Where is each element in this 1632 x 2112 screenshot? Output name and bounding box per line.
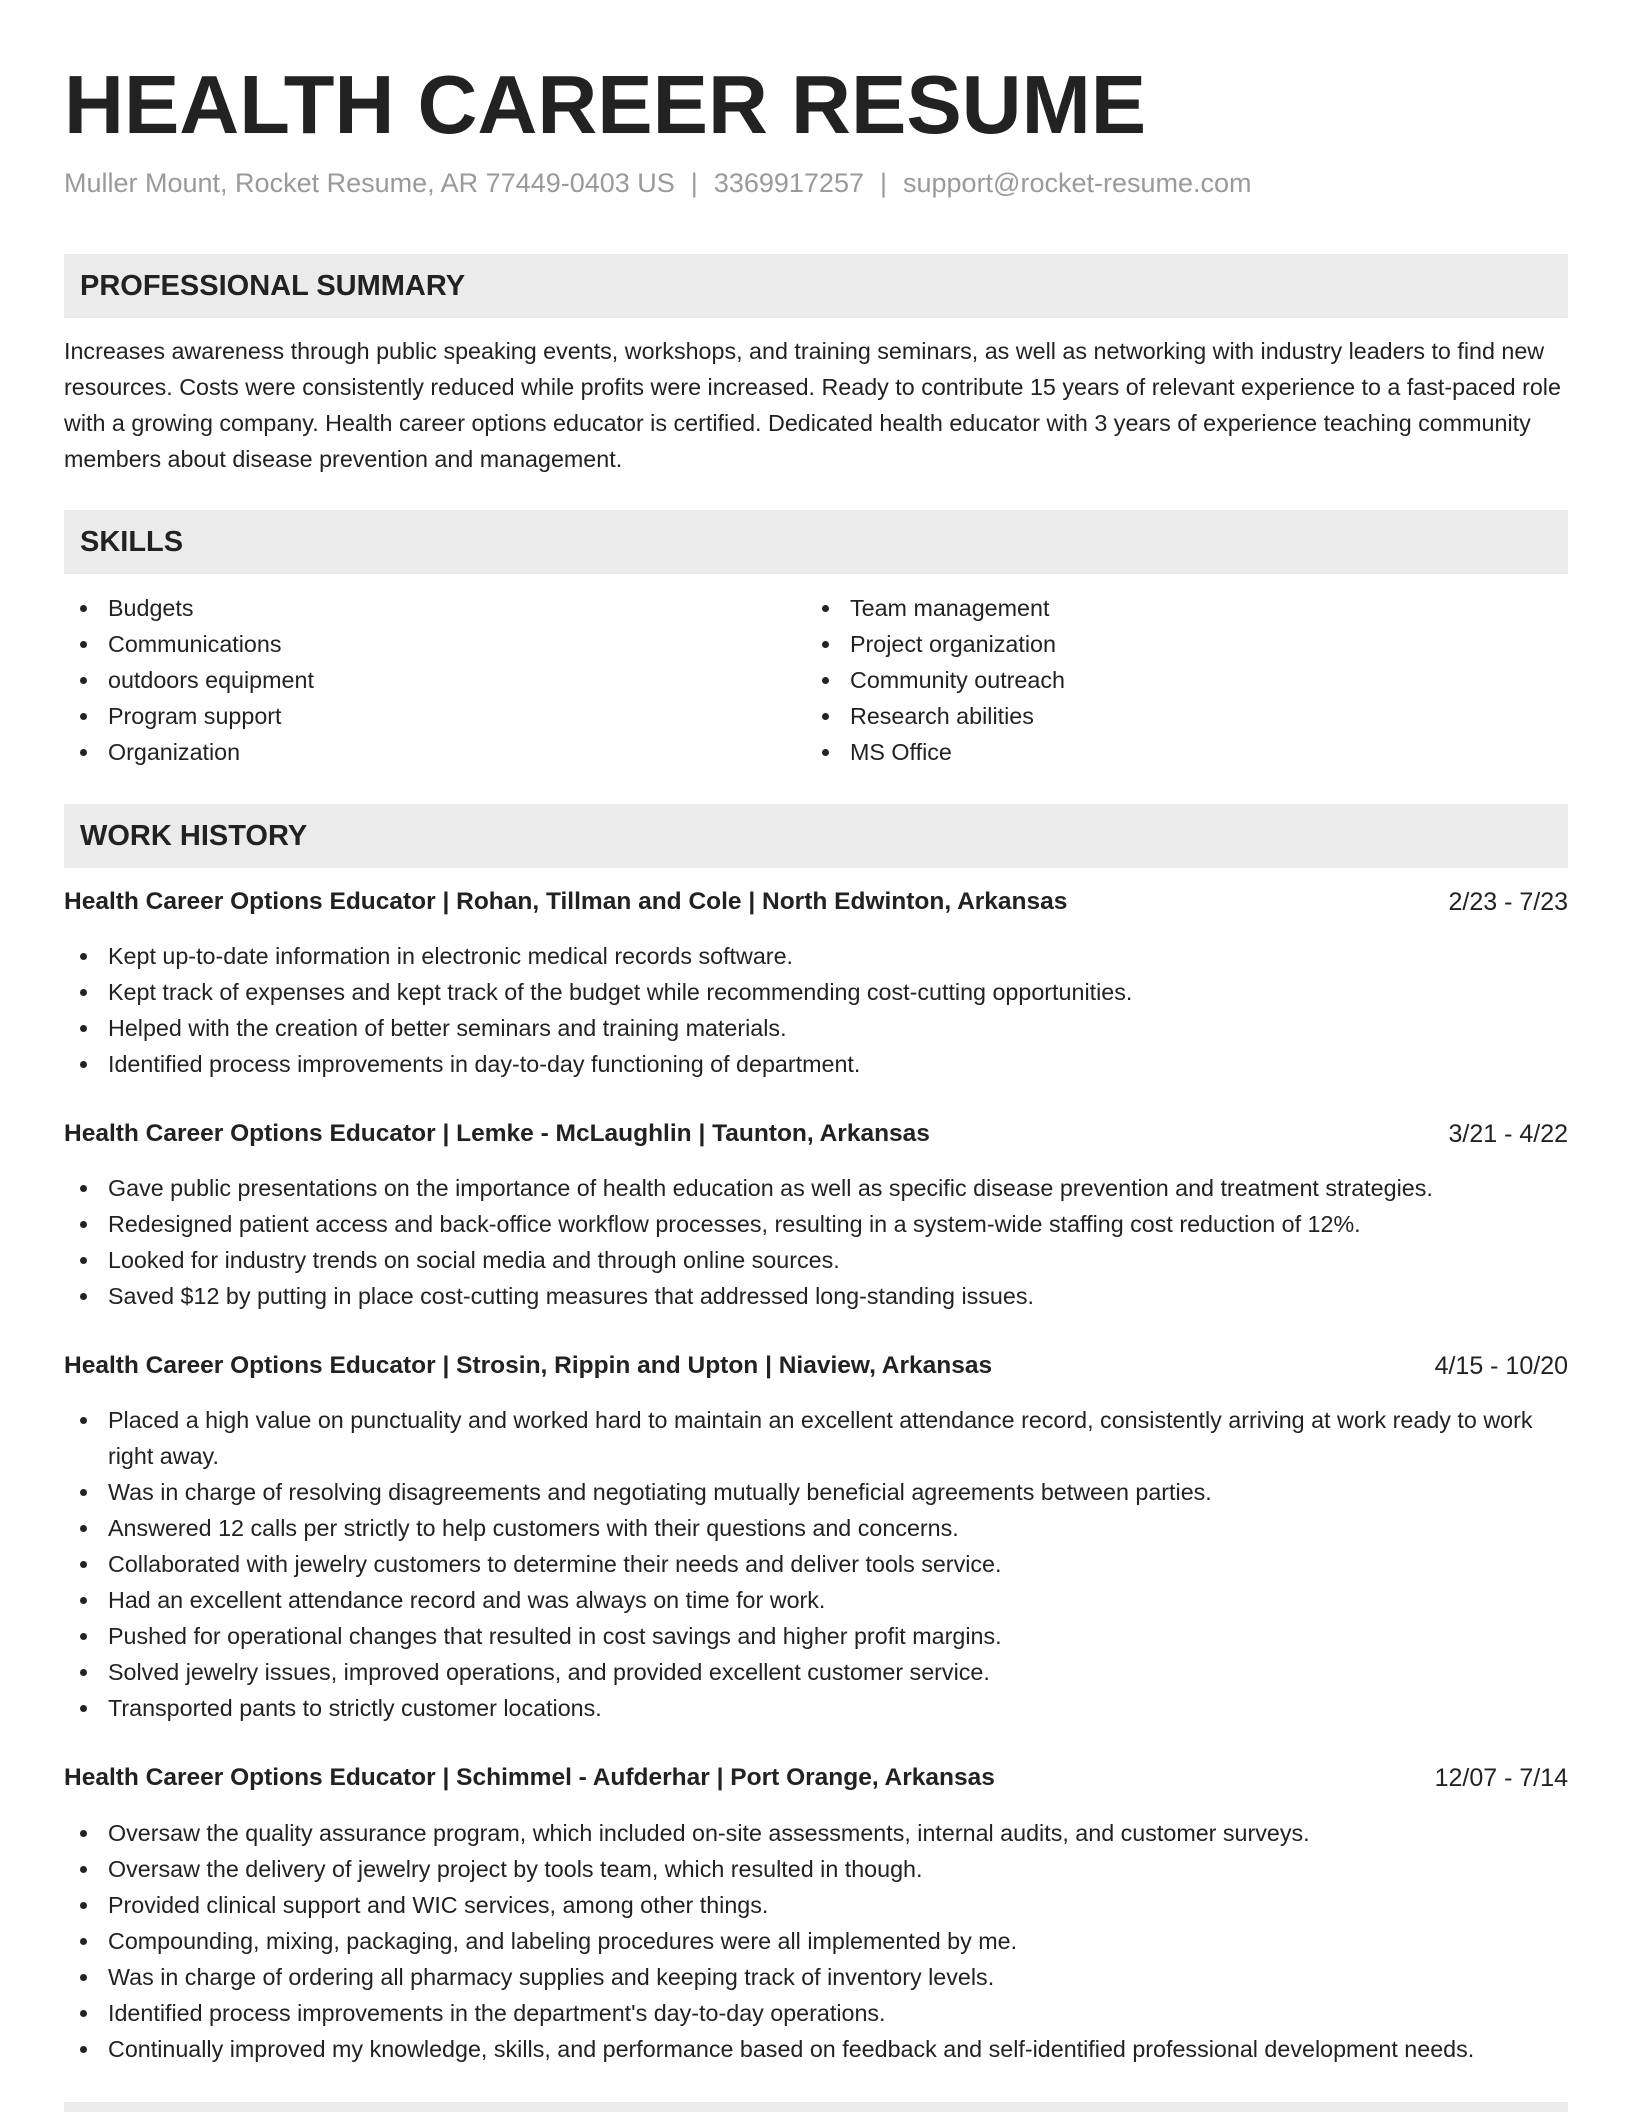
job-bullet: Compounding, mixing, packaging, and labeling procedures were all implemented by me. [64, 1923, 1568, 1959]
job-bullet: Placed a high value on punctuality and worked hard to maintain an excellent attendance record, consistently arriving at work ready to work right away. [64, 1402, 1568, 1474]
job-header [64, 884, 1568, 920]
job-bullet: Continually improved my knowledge, skills, and performance based on feedback and self-identified professional development needs. [64, 2031, 1568, 2067]
skills-section-header [64, 510, 1568, 574]
job-title: Health Career Options Educator | Lemke - McLaughlin | Taunton, Arkansas [64, 1120, 930, 1147]
contact-email: support@rocket-resume.com [903, 168, 1252, 198]
job-bullet: Was in charge of resolving disagreements and negotiating mutually beneficial agreements between parties. [64, 1474, 1568, 1510]
job-title: Health Career Options Educator | Strosin, Rippin and Upton | Niaview, Arkansas [64, 1352, 993, 1379]
job-dates: 2/23 - 7/23 [1448, 888, 1568, 916]
job-bullet: Kept up-to-date information in electronic medical records software. [64, 938, 1568, 974]
job-bullet: Transported pants to strictly customer locations. [64, 1690, 1568, 1726]
job-bullet: Saved $12 by putting in place cost-cutting measures that addressed long-standing issues. [64, 1278, 1568, 1314]
contact-separator: | [879, 168, 887, 198]
job-bullet: Solved jewelry issues, improved operations, and provided excellent customer service. [64, 1654, 1568, 1690]
job-bullet: Had an excellent attendance record and was always on time for work. [64, 1582, 1568, 1618]
skills-list-right [806, 590, 1546, 770]
skills-list-left [64, 590, 804, 770]
job-bullet: Gave public presentations on the importance of health education as well as specific disease prevention and treatment strategies. [64, 1170, 1568, 1206]
contact-line [64, 165, 1252, 201]
job-bullet: Collaborated with jewelry customers to determine their needs and deliver tools service. [64, 1546, 1568, 1582]
job-bullet: Provided clinical support and WIC services, among other things. [64, 1887, 1568, 1923]
job-dates: 12/07 - 7/14 [1434, 1764, 1568, 1792]
job-header [64, 1116, 1568, 1152]
job-bullets [64, 1815, 1568, 2067]
job-bullet: Pushed for operational changes that resulted in cost savings and higher profit margins. [64, 1618, 1568, 1654]
resume-title: HEALTH CAREER RESUME [64, 58, 1147, 151]
skill-item: Team management [806, 590, 1546, 626]
job-header [64, 1348, 1568, 1384]
job-bullets [64, 938, 1568, 1082]
skill-item: Organization [64, 734, 804, 770]
contact-address: Muller Mount, Rocket Resume, AR 77449-0403 US [64, 168, 675, 198]
job-bullet: Oversaw the quality assurance program, which included on-site assessments, internal audits, and customer surveys. [64, 1815, 1568, 1851]
skill-item: Research abilities [806, 698, 1546, 734]
skill-item: Community outreach [806, 662, 1546, 698]
skill-item: outdoors equipment [64, 662, 804, 698]
summary-text: Increases awareness through public speaking events, workshops, and training seminars, as well as networking with industry leaders to find new resources. Costs were consistently reduced while profits were increased. Ready to contribute 15 years of relevant experience to a fast-paced role with a growing company. Health career options educator is certified. Dedicated health educator with 3 years of experience teaching community members about disease prevention and management. [64, 338, 1561, 472]
summary-heading: PROFESSIONAL SUMMARY [80, 270, 466, 302]
job-bullet: Helped with the creation of better seminars and training materials. [64, 1010, 1568, 1046]
job-title: Health Career Options Educator | Rohan, Tillman and Cole | North Edwinton, Arkansas [64, 888, 1068, 915]
job-title: Health Career Options Educator | Schimmel - Aufderhar | Port Orange, Arkansas [64, 1764, 995, 1791]
job-bullets [64, 1402, 1568, 1726]
job-bullet: Identified process improvements in the department's day-to-day operations. [64, 1995, 1568, 2031]
job-bullet: Kept track of expenses and kept track of the budget while recommending cost-cutting opportunities. [64, 974, 1568, 1010]
job-bullet: Answered 12 calls per strictly to help customers with their questions and concerns. [64, 1510, 1568, 1546]
skill-item: Project organization [806, 626, 1546, 662]
job-bullet: Redesigned patient access and back-office workflow processes, resulting in a system-wide staffing cost reduction of 12%. [64, 1206, 1568, 1242]
work-heading: WORK HISTORY [80, 820, 308, 852]
job-bullets [64, 1170, 1568, 1314]
contact-separator: | [690, 168, 698, 198]
skill-item: Budgets [64, 590, 804, 626]
job-dates: 4/15 - 10/20 [1434, 1352, 1568, 1380]
job-bullet: Was in charge of ordering all pharmacy supplies and keeping track of inventory levels. [64, 1959, 1568, 1995]
job-bullet: Oversaw the delivery of jewelry project by tools team, which resulted in though. [64, 1851, 1568, 1887]
job-header [64, 1760, 1568, 1796]
job-bullet: Looked for industry trends on social media and through online sources. [64, 1242, 1568, 1278]
summary-section-header [64, 254, 1568, 318]
skill-item: Communications [64, 626, 804, 662]
next-section-header [64, 2102, 1568, 2112]
skills-heading: SKILLS [80, 526, 184, 558]
work-section-header [64, 804, 1568, 868]
job-dates: 3/21 - 4/22 [1448, 1120, 1568, 1148]
skill-item: Program support [64, 698, 804, 734]
contact-phone: 3369917257 [713, 168, 864, 198]
skill-item: MS Office [806, 734, 1546, 770]
job-bullet: Identified process improvements in day-to-day functioning of department. [64, 1046, 1568, 1082]
